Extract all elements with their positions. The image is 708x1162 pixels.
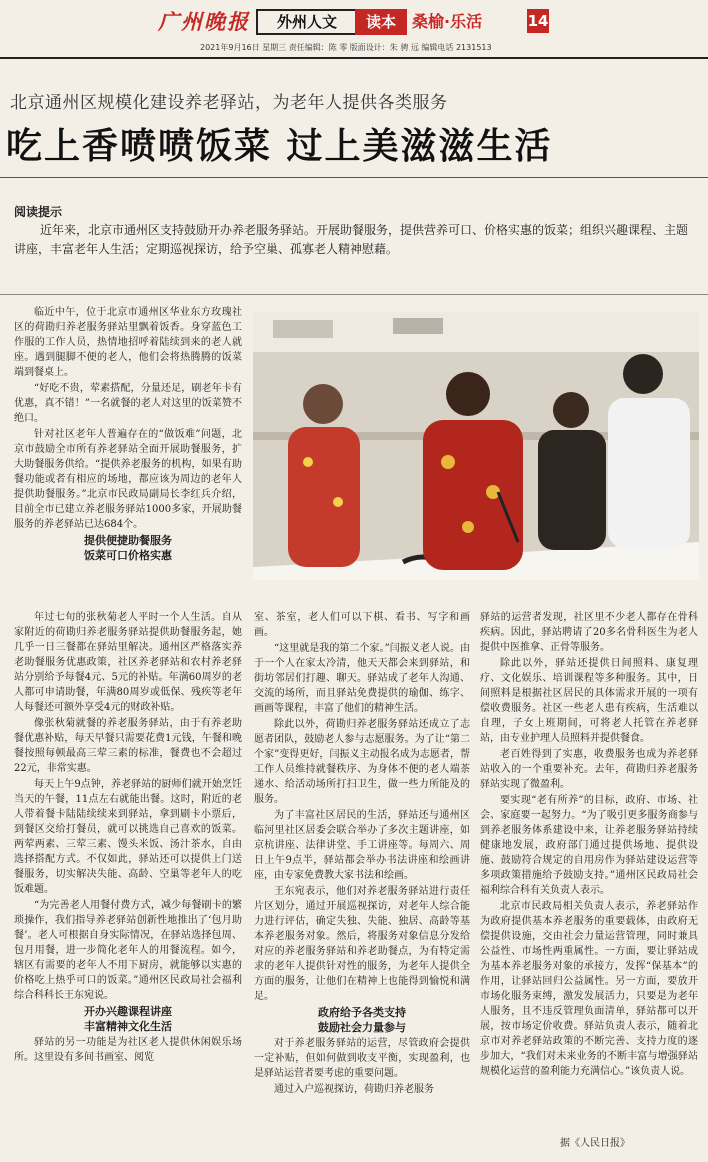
column-1-bottom (14, 610, 242, 1066)
section-title: 桑榆·乐活 (412, 12, 483, 31)
paragraph: 除此以外，荷勘归养老服务驿站还成立了志愿者团队，鼓励老人参与志愿服务。为了让“第二个家”变得更好，闫振义主动报名成为志愿者，帮工作人员维持就餐秩序、为身体不便的老人端茶递水、给活动场所打扫卫生，做一些力所能及的服务。 (254, 719, 470, 805)
calligraphy-photo (253, 312, 699, 580)
paragraph: 临近中午，位于北京市通州区华业东方玫瑰社区的荷勘归养老服务驿站里飘着饭香。身穿蓝色工作服的工作人员，热情地招呼着陆续到来的老人就座。遇到腿脚不便的老人，他们会将热腾腾的饭菜端到餐桌上。 (14, 307, 242, 378)
section-subtitle: 开办兴趣课程讲座 丰富精神文化生活 (84, 1005, 172, 1033)
paragraph: 王东宛表示，他们对养老服务驿站进行责任片区划分，通过开展巡视探访，对老年人综合能力进行评估，确定失独、失能、独居、高龄等基本养老服务对象。然后，将服务对象信息分发给对应的养老服务驿站和养老助餐点，为有特定需求的老年人提供针对性的服务，为老年人提供全方面的服务，让他们在精神上也能得到愉悦和满足。 (254, 886, 470, 1002)
intro-rule (0, 294, 708, 295)
paragraph: 除此以外，驿站还提供日间照料、康复理疗、文化娱乐、培训课程等多种服务。其中，日间照料是根据社区居民的具体需求开展的一项有偿收费服务。社区一些老人患有疾病，生活难以自理，子女上班期间，可将老人托管在养老驿站，由专业护理人员照料并提供餐食。 (480, 658, 698, 744)
masthead-rule (0, 57, 708, 59)
paragraph: 对于养老服务驿站的运营，尽管政府会提供一定补贴，但如何做到收支平衡，实现盈利，也是驿站运营者要考虑的重要问题。 (254, 1038, 470, 1079)
paragraph: 室、茶室，老人们可以下棋、看书、写字和画画。 (254, 612, 470, 638)
section-label: 外州人文 (256, 9, 358, 35)
paragraph: 像张秋菊就餐的养老服务驿站，由于有养老助餐优惠补贴，每天早餐只需要花费1元钱，午餐和晚餐按照每顿最高三荤三素的标准，餐费也不会超过22元，非常实惠。 (14, 718, 242, 774)
masthead-meta: 2021年9月16日 星期三 责任编辑：陈 零 版面设计：朱 骋 远 编辑电话 2131513 (200, 43, 492, 52)
headline-rule (0, 177, 708, 178)
article-headline: 吃上香喷喷饭菜 过上美滋滋生活 (6, 126, 553, 167)
paragraph: 年过七旬的张秋菊老人平时一个人生活。自从家附近的荷勘归养老服务驿站提供助餐服务起，她几乎一日三餐都在驿站里解决。通州区严格落实养老助餐服务优惠政策，社区养老驿站和农村养老驿站分别给予每餐4元、5元的补贴。年满60周岁的老人都可申请助餐，年满80周岁或低保、残疾等老年人每餐还可额外享受4元的财政补贴。 (14, 612, 242, 713)
page-number: 14 (527, 9, 549, 33)
column-2 (254, 610, 470, 1098)
paragraph: “为完善老人用餐付费方式，减少每餐刷卡的繁琐操作，我们指导养老驿站创新性地推出了‘包月助餐’。老人可根据自身实际情况，在驿站选择包周、包月用餐，进一步简化老年人的用餐流程。如今，辖区有需要的老年人不用下厨房，就能够以实惠的价格吃上热乎可口的饭菜。”通州区民政局社会福利综合科科长王东宛说。 (14, 900, 242, 1001)
section-badge: 读本 (355, 9, 407, 35)
paper-name: 广州晚报 (158, 9, 250, 34)
paragraph: 通过入户巡视探访，荷勘归养老服务 (274, 1084, 434, 1095)
paragraph: 北京市民政局相关负责人表示，养老驿站作为政府提供基本养老服务的重要载体，由政府无偿提供设施，交由社会力量运营管理，同时兼具公益性、市场性两重属性。一方面，要让驿站成为基本养老服务对象的承接方，发挥“保基本”的作用，让驿站回归公益属性。另一方面，要放开市场化服务束缚，激发发展活力，只要是为老年人服务，且不违反管理负面清单，驿站都可以开展，按市场定价收费。驿站负责人表示，随着北京市对养老驿站政策的不断完善、支持力度的逐步加大，“我们对未来业务的不断丰富与增强驿站规模化运营的盈利能力充满信心。”该负责人说。 (480, 901, 698, 1077)
paragraph: 为了丰富社区居民的生活，驿站还与通州区临河里社区居委会联合举办了多次主题讲座，如京杭讲座、法律讲堂、手工讲座等。每周六、周日上午9点半，驿站都会举办书法讲座和绘画讲座，由专家免费教大家书法和绘画。 (254, 810, 470, 881)
paragraph: 驿站的另一功能是为社区老人提供休闲娱乐场所。这里设有多间书画室、阅览 (14, 1037, 242, 1063)
article-subhead: 北京通州区规模化建设养老驿站，为老年人提供各类服务 (10, 93, 448, 113)
paragraph: “这里就是我的第二个家。”闫振义老人说。由于一个人在家太冷清，他天天都会来到驿站，和街坊邻居们打趣、聊天。驿站成了老年人沟通、交流的场所，而且驿站免费提供的瑜伽、练字、画画等课程，丰富了他们的精神生活。 (254, 643, 470, 714)
column-1-top (14, 305, 242, 564)
section-subtitle: 政府给予各类支持 鼓励社会力量参与 (318, 1006, 406, 1034)
paragraph: 每天上午9点钟，养老驿站的厨师们就开始烹饪当天的午餐，11点左右就能出餐。这时，附近的老人带着餐卡陆陆续续来到驿站，拿到刷卡小票后，到餐区交给打餐员，就可以挑选自己喜欢的饭菜。两荤两素、三荤三素、馒头米饭、汤汁茶水，自由选择搭配方式。不仅如此，驿站还可以提供上门送餐服务，切实解决失能、高龄、空巢等老年人的吃饭难题。 (14, 779, 242, 895)
intro-text: 近年来，北京市通州区支持鼓励开办养老服务驿站。开展助餐服务，提供营养可口、价格实惠的饭菜；组织兴趣课程、主题讲座，丰富老年人生活；定期巡视探访，给予空巢、孤寡老人精神慰藉。 (14, 223, 689, 256)
paragraph: 老百姓得到了实惠，收费服务也成为养老驿站收入的一个重要补充。去年，荷勘归养老服务驿站实现了微盈利。 (480, 749, 698, 790)
article-source: 据《人民日报》 (560, 1138, 630, 1149)
paragraph: 针对社区老年人普遍存在的“做饭难”问题，北京市鼓励全市所有养老驿站全面开展助餐服务，扩大助餐服务供给。“提供养老服务的机构，如果有助餐功能或者有相应的场地，都应该为周边的老年人提供助餐服务。”北京市民政局副局长李红兵介绍，目前全市已建立养老服务驿站1000多家，开展助餐服务的养老驿站已达684个。 (14, 429, 242, 530)
section-subtitle: 提供便捷助餐服务 饭菜可口价格实惠 (84, 534, 172, 562)
column-3 (480, 610, 698, 1080)
paragraph: “好吃不贵，荤素搭配，分量还足，刷老年卡有优惠，真不错！”一名就餐的老人对这里的饭菜赞不绝口。 (14, 383, 242, 424)
intro-label: 阅读提示 (14, 205, 63, 219)
paragraph: 驿站的运营者发现，社区里不少老人都存在骨科疾病。因此，驿站聘请了20多名骨科医生为老人提供中医推拿、正骨等服务。 (480, 612, 698, 653)
paragraph: 要实现“老有所养”的目标，政府、市场、社会、家庭要一起努力。“为了吸引更多服务商参与到养老服务体系建设中来，让养老服务驿站持续健康地发展，政府部门通过提供场地、提供设施、鼓励符合规定的自用房作为驿站建设运营等多项政策措施给予鼓励支持。”通州区民政局社会福利综合科有关负责人表示。 (480, 795, 698, 896)
